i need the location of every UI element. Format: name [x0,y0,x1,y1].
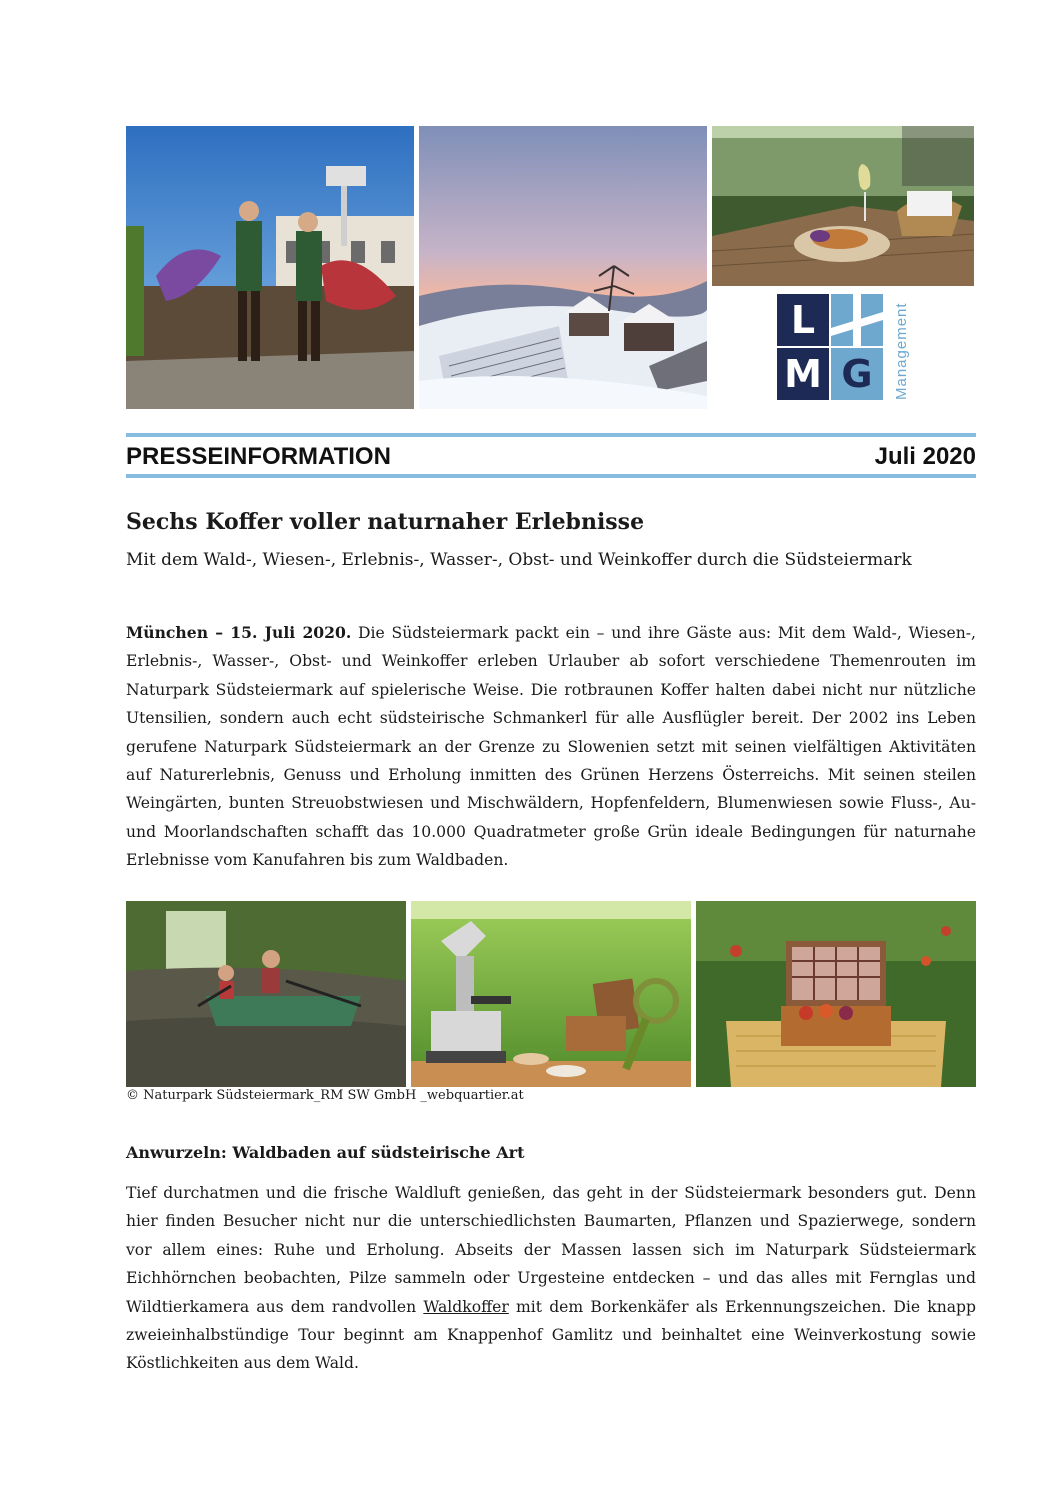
lmg-logo [777,294,917,400]
logo-letter-m: M [777,348,829,400]
logo-cross-icon [831,294,883,346]
logo-cross-tile [831,294,883,346]
photo-canoe [126,901,406,1087]
photo-caption: © Naturpark Südsteiermark_RM SW GmbH _webquartier.at [126,1088,524,1103]
section-text-after: mit dem Borkenkäfer als Erkennungszeichen. Die knapp zweieinhalbstündige Tour beginnt am Knappenhof Gamlitz und beinhaltet eine Weinverkostung sowie Köstlichkeiten aus dem Wald. [126,1297,977,1373]
section-heading: Anwurzeln: Waldbaden auf südsteirische Art [126,1143,525,1162]
section-text-before: Tief durchatmen und die frische Waldluft genießen, das geht in der Südsteiermark besonders gut. Denn hier finden Besucher nicht nur die unterschiedlichsten Baumarten, Pflanzen und Spazierwege, sondern vor allem eines: Ruhe und Erholung. Abseits der Massen lassen sich im Naturpark Südsteiermark Eichhörnchen beobachten, Pilze sammeln oder Urgesteine entdecken – und das alles mit Fernglas und Wildtierkamera aus dem randvollen [126,1184,976,1316]
header-band [126,442,976,472]
header-rule-top [126,433,976,437]
lead-text: Die Südsteiermark packt ein – und ihre Gäste aus: Mit dem Wald-, Wiesen-, Erlebnis-, Wasser-, Obst- und Weinkoffer erleben Urlauber ab sofort verschiedene Themenrouten im Naturpark Südsteiermark auf spielerische Weise. Die rotbraunen Koffer halten dabei nicht nur nützliche Utensilien, sondern auch echt südsteirische Schmankerl für alle Ausflügler bereit. Der 2002 ins Leben gerufene Naturpark Südsteiermark an der Grenze zu Slowenien setzt mit seinen vielfältigen Aktivitäten auf Naturerlebnis, Genuss und Erholung inmitten des Grünen Herzens Österreichs. Mit seinen steilen Weingärten, bunten Streuobstwiesen und Mischwäldern, Hopfenfeldern, Blumenwiesen sowie Fluss-, Au- und Moorlandschaften schafft das 10.000 Quadratmeter große Grün ideale Bedingungen für naturnahe Erlebnisse vom Kanufahren bis zum Waldbaden. [126,624,977,870]
issue-date: Juli 2020 [874,443,976,470]
header-rule-bottom [126,474,976,478]
article-subtitle: Mit dem Wald-, Wiesen-, Erlebnis-, Wasser-, Obst- und Weinkoffer durch die Südsteiermark [126,550,912,570]
photo-suitcase-hay [696,901,976,1087]
photo-food-wine [712,126,974,286]
press-label: PRESSEINFORMATION [126,443,391,470]
logo-letter-l: L [777,294,829,346]
photo-microscope-bread [411,901,691,1087]
lmg-logo-mark [777,294,883,400]
photo-winter-vineyard [419,126,707,409]
logo-wordmark: Management [893,302,910,400]
dateline: München – 15. Juli 2020. [126,623,352,642]
photo-folk-dancers [126,126,414,409]
section-paragraph [126,1179,976,1378]
logo-letter-g: G [831,348,883,400]
article-title: Sechs Koffer voller naturnaher Erlebnisse [126,509,645,535]
lead-paragraph [126,619,976,875]
waldkoffer-link[interactable]: Waldkoffer [423,1297,509,1316]
